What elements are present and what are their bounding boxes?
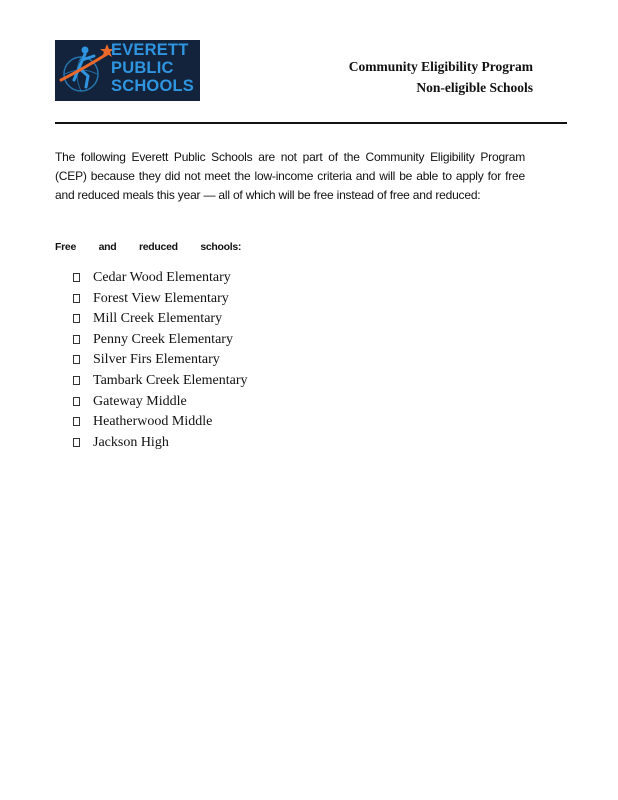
list-item [73, 330, 248, 351]
bullet-icon [73, 314, 80, 323]
logo-line-everett: EVERETT [111, 41, 189, 59]
title-line-program: Community Eligibility Program [348, 59, 533, 74]
school-name: Tambark Creek Elementary [93, 372, 248, 388]
bullet-icon [73, 417, 80, 426]
school-name: Forest View Elementary [93, 290, 229, 306]
school-list [73, 268, 248, 453]
list-heading: Free and reduced schools: [55, 241, 242, 253]
logo-wordmark [111, 41, 194, 95]
school-name: Mill Creek Elementary [93, 311, 223, 327]
bullet-icon [73, 376, 80, 385]
bullet-icon [73, 438, 80, 447]
everett-public-schools-logo [55, 40, 200, 101]
school-name: Heatherwood Middle [93, 414, 213, 430]
header-divider [55, 122, 567, 124]
list-item [73, 433, 248, 454]
page-title [349, 56, 533, 98]
list-item [73, 350, 248, 371]
bullet-icon [73, 294, 80, 303]
school-name: Jackson High [93, 434, 169, 450]
bullet-icon [73, 397, 80, 406]
list-item [73, 392, 248, 413]
title-line-non-eligible: Non-eligible Schools [416, 80, 533, 95]
logo-line-public: PUBLIC [111, 59, 174, 77]
school-name: Cedar Wood Elementary [93, 270, 231, 285]
list-item [73, 412, 248, 433]
list-item [73, 289, 248, 310]
school-name: Gateway Middle [93, 393, 187, 409]
school-name: Silver Firs Elementary [93, 352, 220, 368]
school-name: Penny Creek Elementary [93, 331, 233, 347]
bullet-icon [73, 273, 80, 282]
bullet-icon [73, 335, 80, 344]
list-item [73, 309, 248, 330]
list-item [73, 371, 248, 392]
bullet-icon [73, 355, 80, 364]
list-item [73, 268, 248, 289]
intro-paragraph: The following Everett Public Schools are not part of the Community Eligibility Program (CEP) because they did not meet the low-income criteria and will be able to apply for free and reduced meals this year — all of which will be free instead of free and reduced: [55, 150, 525, 202]
logo-line-schools: SCHOOLS [111, 77, 194, 95]
